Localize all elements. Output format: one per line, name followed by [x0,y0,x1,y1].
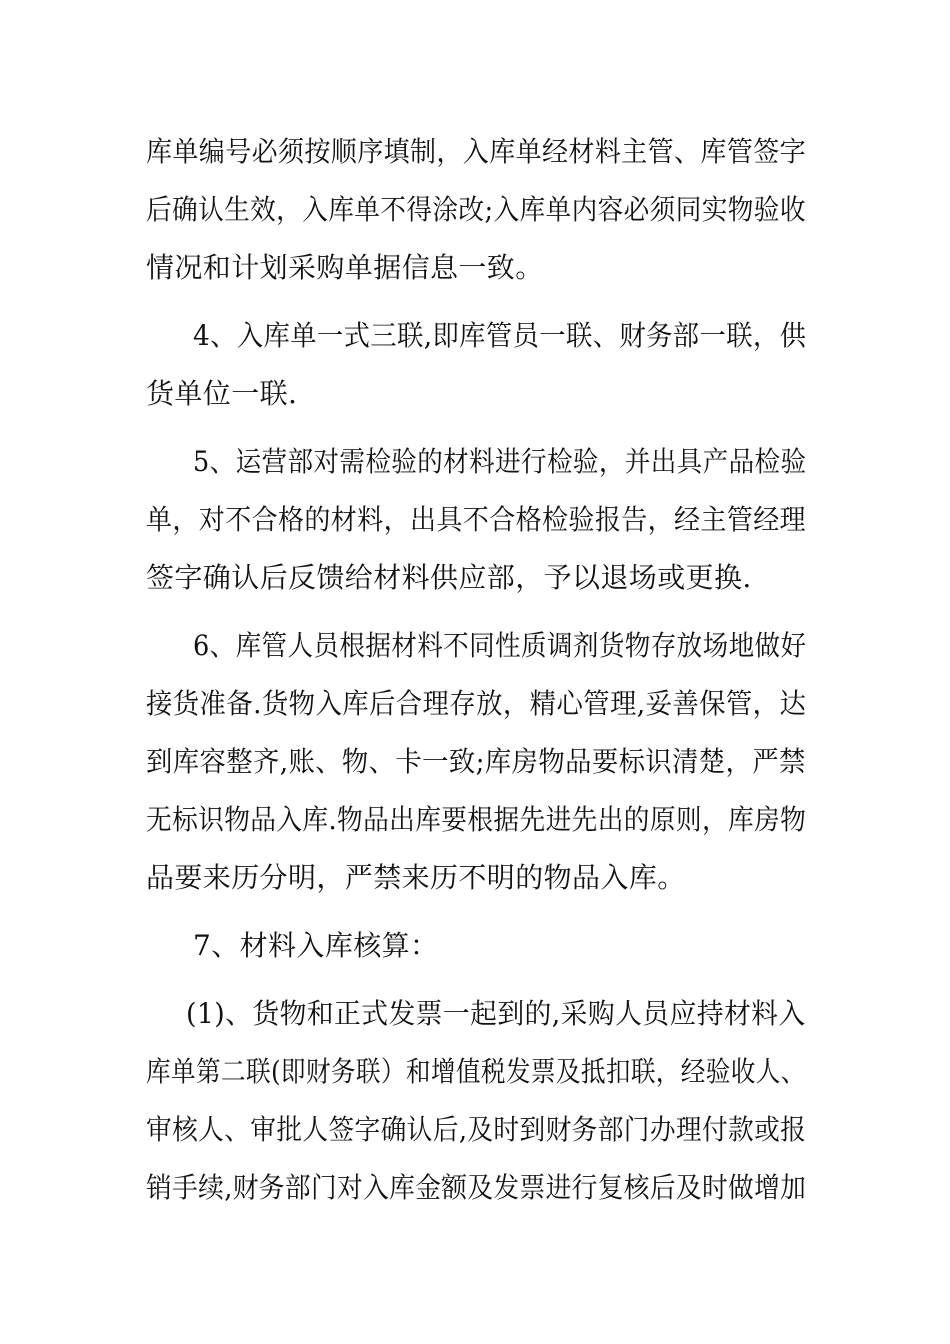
paragraph-3-line-1: 5、运营部对需检验的材料进行检验，并出具产品检验 [193,445,807,478]
paragraph-4-line-5: 品要来历分明，严禁来历不明的物品入库。 [146,861,686,894]
paragraph-4-line-3: 到库容整齐,账、物、卡一致;库房物品要标识清楚，严禁 [146,745,806,778]
paragraph-6-line-2: 库单第二联(即财务联）和增值税发票及抵扣联，经验收人、 [146,1055,806,1088]
paragraph-5-line-1: 7、材料入库核算： [193,929,439,962]
paragraph-6-line-4: 销手续,财务部门对入库金额及发票进行复核后及时做增加 [146,1171,807,1204]
paragraph-1-line-3: 情况和计划采购单据信息一致。 [146,251,544,284]
paragraph-1-line-1: 库单编号必须按顺序填制，入库单经材料主管、库管签字 [146,135,807,168]
paragraph-2-line-2: 货单位一联. [146,377,298,410]
paragraph-4-line-1: 6、库管人员根据材料不同性质调剂货物存放场地做好 [193,629,807,662]
paragraph-1-line-2: 后确认生效，入库单不得涂改;入库单内容必须同实物验收 [146,193,806,226]
paragraph-2-line-1: 4、入库单一式三联,即库管员一联、财务部一联，供 [193,319,807,352]
paragraph-3-line-3: 签字确认后反馈给材料供应部，予以退场或更换. [146,561,752,594]
paragraph-6-line-3: 审核人、审批人签字确认后,及时到财务部门办理付款或报 [146,1113,807,1146]
paragraph-3-line-2: 单，对不合格的材料，出具不合格检验报告，经主管经理 [146,503,807,536]
paragraph-4-line-4: 无标识物品入库.物品出库要根据先进先出的原则，库房物 [146,803,807,836]
paragraph-6-line-1: (1)、货物和正式发票一起到的,采购人员应持材料入 [186,997,806,1030]
paragraph-4-line-2: 接货准备.货物入库后合理存放，精心管理,妥善保管，达 [146,687,807,720]
